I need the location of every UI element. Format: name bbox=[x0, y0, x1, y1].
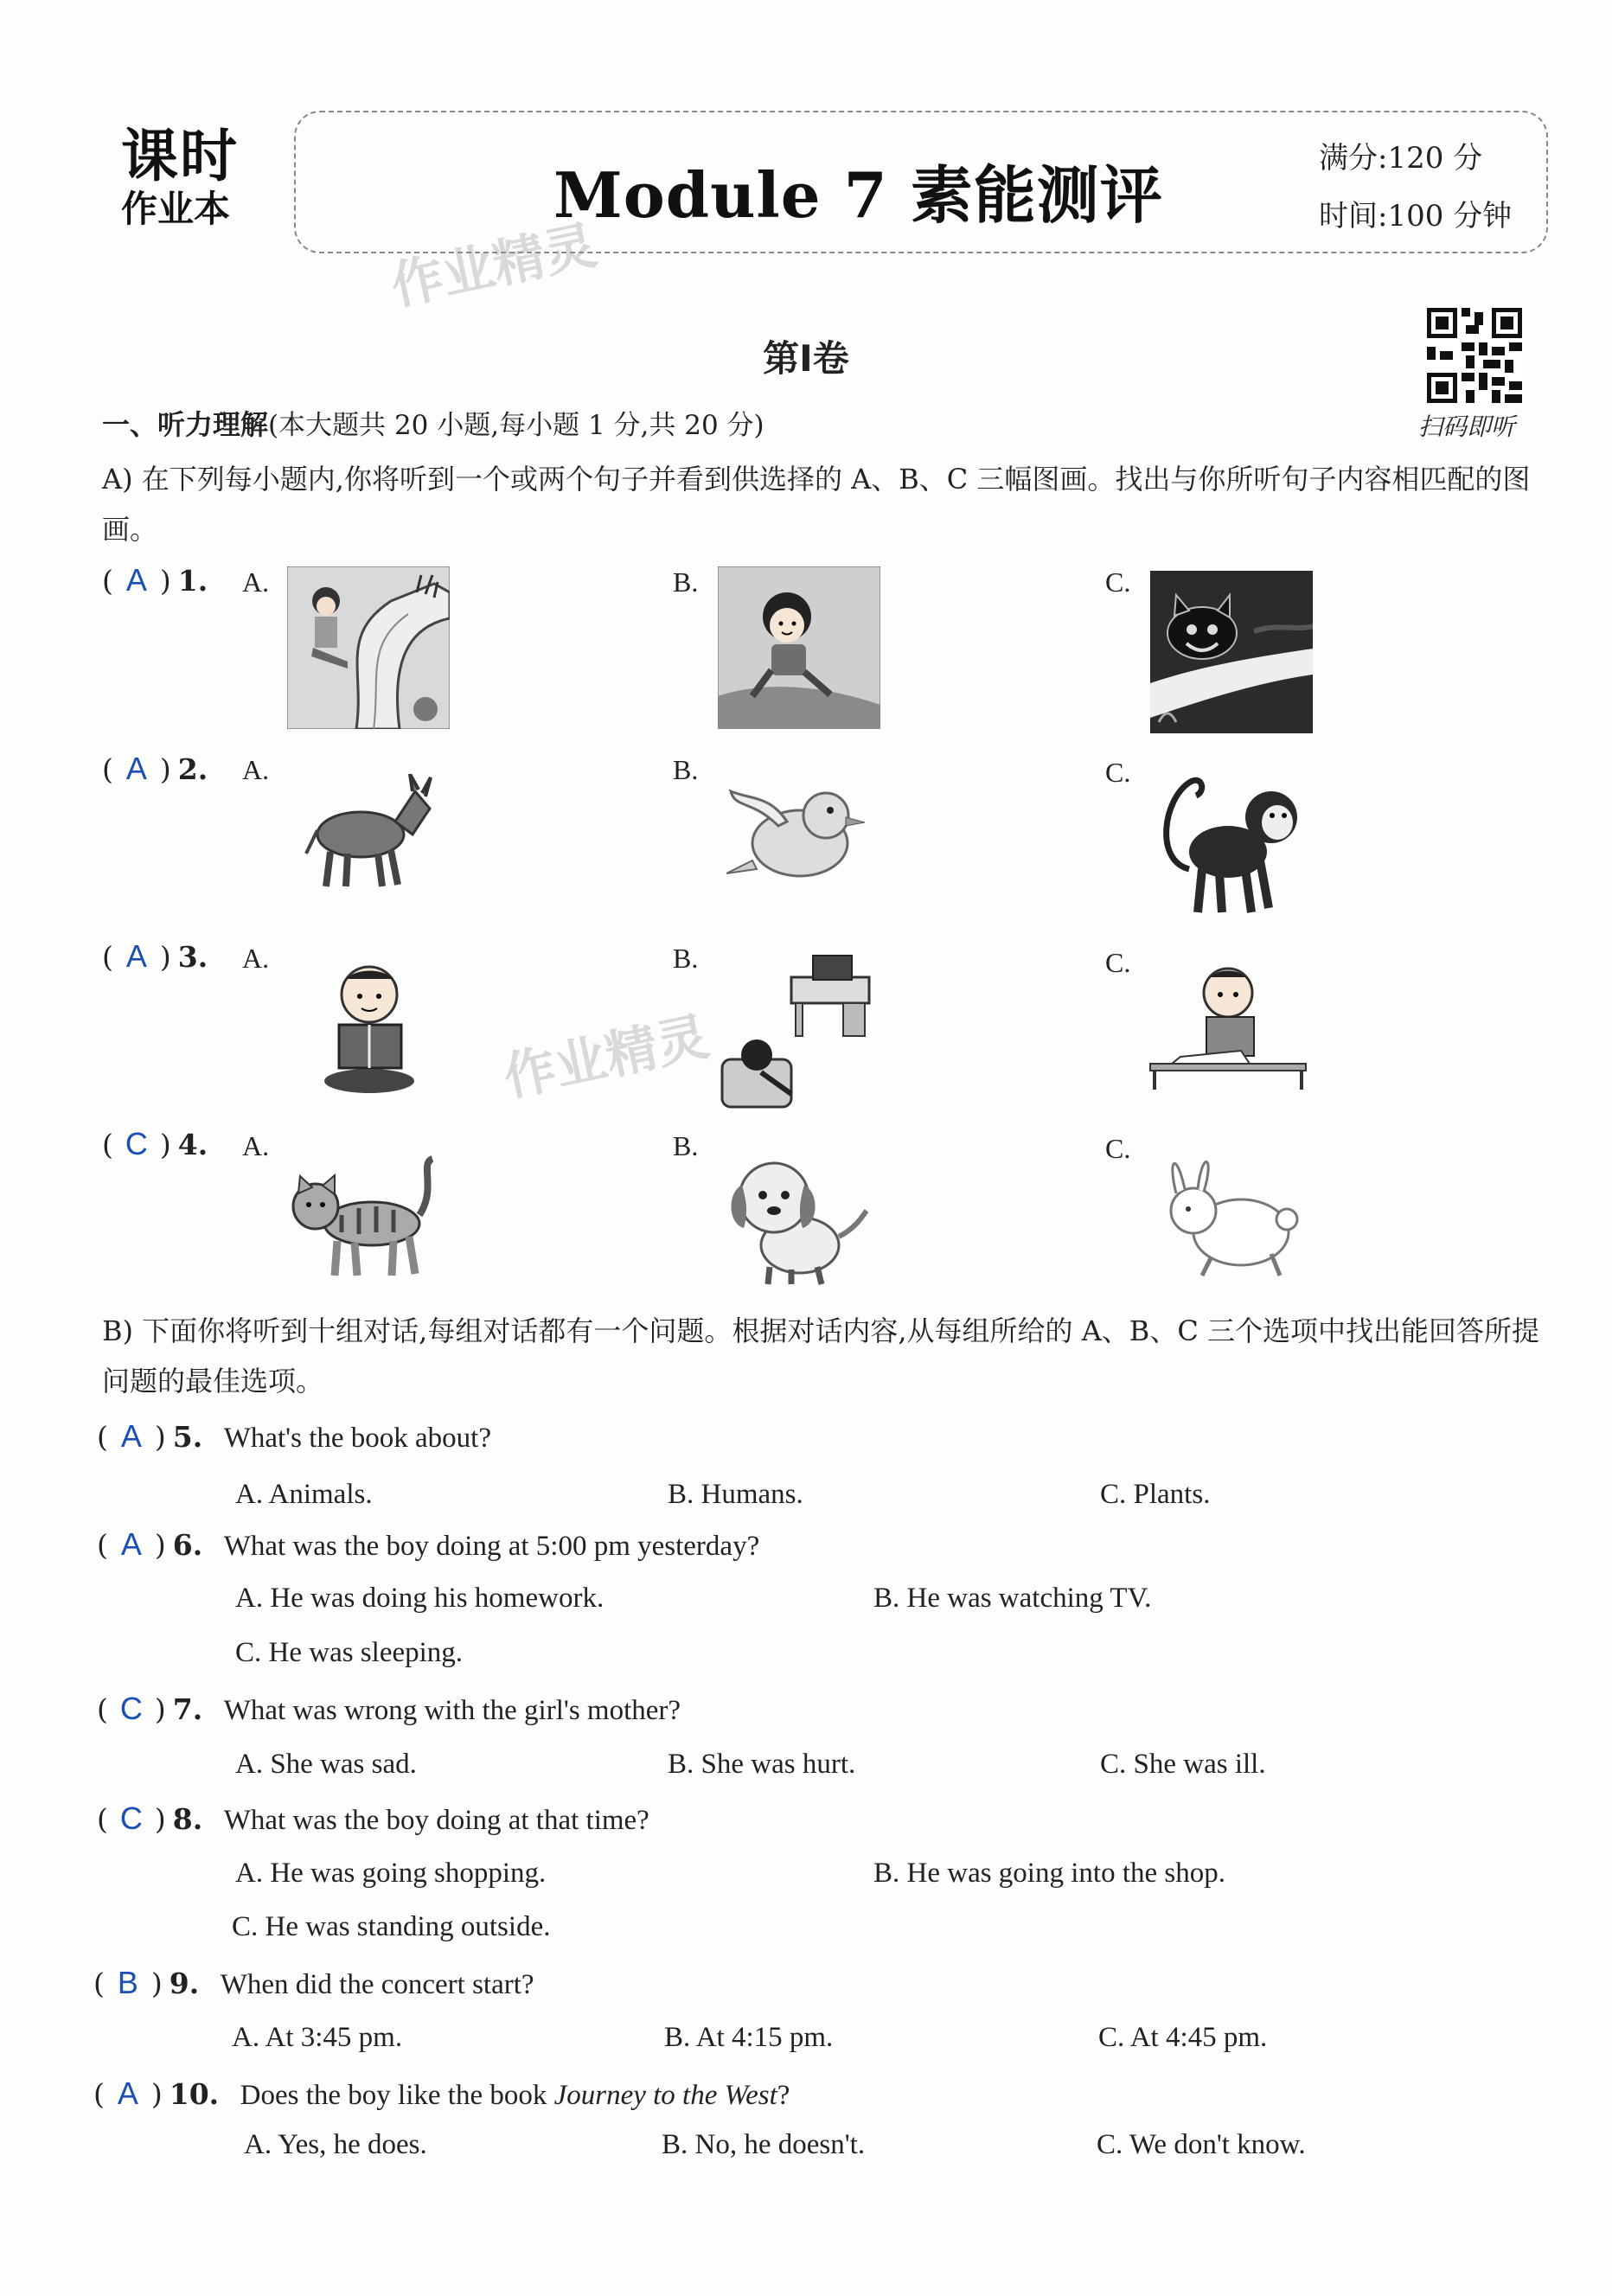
option-a[interactable]: A. At 3:45 pm. bbox=[232, 2022, 403, 2053]
option-label: B. bbox=[673, 566, 699, 598]
page-title: Module 7 素能测评 bbox=[553, 158, 1163, 232]
monkey-icon[interactable] bbox=[1155, 765, 1306, 917]
qr-label: 扫码即听 bbox=[1418, 413, 1516, 441]
question-10: ( A ) 10. Does the boy like the book Journey to the West? bbox=[93, 2075, 790, 2111]
option-a[interactable]: A. He was going shopping. bbox=[235, 1858, 547, 1889]
part-b-instruction: B) 下面你将听到十组对话,每组对话都有一个问题。根据对话内容,从每组所给的 A、B、C 三个选项中找出能回答所提问题的最佳选项。 bbox=[102, 1314, 1539, 1397]
option-c[interactable]: C. He was standing outside. bbox=[232, 1911, 551, 1942]
section-title: 一、听力理解 bbox=[102, 408, 269, 441]
answer-10[interactable]: A bbox=[117, 2075, 138, 2111]
answer-5[interactable]: A bbox=[120, 1418, 142, 1454]
time-limit: 时间:100 分钟 bbox=[1319, 199, 1513, 233]
question-7: ( C ) 7. What was wrong with the girl's mother? bbox=[97, 1691, 681, 1726]
watching-tv-icon[interactable] bbox=[709, 951, 882, 1111]
boy-reading-icon[interactable] bbox=[320, 960, 419, 1094]
rabbit-icon[interactable] bbox=[1150, 1150, 1302, 1280]
section-heading bbox=[102, 403, 764, 443]
answer-9[interactable]: B bbox=[117, 1965, 138, 2000]
question-text: What was the boy doing at that time? bbox=[223, 1805, 649, 1836]
option-c[interactable]: C. Plants. bbox=[1100, 1479, 1211, 1510]
question-text: What's the book about? bbox=[223, 1423, 491, 1454]
question-1: ( A ) 1. bbox=[102, 562, 208, 598]
question-8: ( C ) 8. What was the boy doing at that time? bbox=[97, 1800, 649, 1836]
brand-logo bbox=[121, 123, 277, 240]
answer-2[interactable]: A bbox=[125, 751, 147, 786]
watermark: 作业精灵 bbox=[386, 214, 602, 318]
option-a[interactable]: A. Animals. bbox=[235, 1479, 373, 1510]
question-text: Does the boy like the book Journey to the West? bbox=[240, 2080, 790, 2111]
option-c[interactable]: C. We don't know. bbox=[1097, 2129, 1306, 2160]
option-label: A. bbox=[242, 566, 270, 598]
option-label: A. bbox=[242, 943, 270, 974]
part-a-instruction: A) 在下列每小题内,你将听到一个或两个句子并看到供选择的 A、B、C 三幅图画。找出与你所听句子内容相匹配的图画。 bbox=[102, 463, 1531, 546]
child-by-river-icon[interactable] bbox=[287, 566, 450, 729]
option-label: A. bbox=[242, 1130, 270, 1161]
section-note: (本大题共 20 小题,每小题 1 分,共 20 分) bbox=[268, 410, 764, 441]
option-b[interactable]: B. She was hurt. bbox=[668, 1749, 856, 1780]
cat-in-tree-icon[interactable] bbox=[1150, 571, 1313, 733]
answer-6[interactable]: A bbox=[120, 1526, 142, 1562]
qr-code-icon[interactable] bbox=[1427, 308, 1522, 403]
bird-icon[interactable] bbox=[726, 783, 873, 891]
volume-title: 第Ⅰ卷 bbox=[763, 337, 849, 380]
option-b[interactable]: B. He was going into the shop. bbox=[873, 1858, 1225, 1889]
option-b[interactable]: B. He was watching TV. bbox=[873, 1583, 1152, 1614]
option-c[interactable]: C. He was sleeping. bbox=[235, 1637, 464, 1668]
dog-icon[interactable] bbox=[718, 1150, 869, 1289]
question-4: ( C ) 4. bbox=[102, 1126, 208, 1161]
option-label: B. bbox=[673, 754, 699, 785]
answer-3[interactable]: A bbox=[125, 938, 147, 974]
option-a[interactable]: A. She was sad. bbox=[235, 1749, 417, 1780]
child-sitting-grass-icon[interactable] bbox=[718, 566, 880, 729]
question-3: ( A ) 3. bbox=[102, 938, 208, 974]
question-6: ( A ) 6. What was the boy doing at 5:00 pm yesterday? bbox=[97, 1526, 760, 1562]
question-9: ( B ) 9. When did the concert start? bbox=[93, 1965, 534, 2000]
option-label: A. bbox=[242, 754, 270, 785]
answer-7[interactable]: C bbox=[119, 1691, 143, 1726]
question-5: ( A ) 5. What's the book about? bbox=[97, 1418, 491, 1454]
full-score: 满分:120 分 bbox=[1319, 141, 1483, 176]
option-label: B. bbox=[673, 943, 699, 974]
option-c[interactable]: C. At 4:45 pm. bbox=[1098, 2022, 1268, 2053]
option-label: C. bbox=[1105, 757, 1131, 788]
answer-4[interactable]: C bbox=[125, 1126, 148, 1161]
option-label: C. bbox=[1105, 947, 1131, 978]
question-text: What was wrong with the girl's mother? bbox=[223, 1695, 681, 1726]
option-label: C. bbox=[1105, 566, 1131, 598]
option-a[interactable]: A. He was doing his homework. bbox=[235, 1583, 604, 1614]
cat-icon[interactable] bbox=[290, 1154, 441, 1280]
option-a[interactable]: A. Yes, he does. bbox=[244, 2129, 427, 2160]
answer-1[interactable]: A bbox=[125, 562, 147, 598]
logo-text-top: 课时 bbox=[121, 123, 239, 189]
question-text: What was the boy doing at 5:00 pm yesterday? bbox=[223, 1531, 760, 1562]
question-text: When did the concert start? bbox=[220, 1969, 534, 2000]
watermark: 作业精灵 bbox=[498, 1006, 714, 1110]
option-c[interactable]: C. She was ill. bbox=[1100, 1749, 1266, 1780]
answer-8[interactable]: C bbox=[119, 1800, 143, 1836]
option-label: B. bbox=[673, 1130, 699, 1161]
option-b[interactable]: B. No, he doesn't. bbox=[662, 2129, 866, 2160]
option-b[interactable]: B. Humans. bbox=[668, 1479, 803, 1510]
option-b[interactable]: B. At 4:15 pm. bbox=[664, 2022, 834, 2053]
logo-text-bottom: 作业本 bbox=[121, 188, 231, 230]
option-label: C. bbox=[1105, 1133, 1131, 1164]
boy-writing-icon[interactable] bbox=[1146, 960, 1310, 1094]
book-title: Journey to the West bbox=[553, 2080, 777, 2111]
donkey-icon[interactable] bbox=[304, 774, 438, 895]
question-2: ( A ) 2. bbox=[102, 751, 208, 786]
